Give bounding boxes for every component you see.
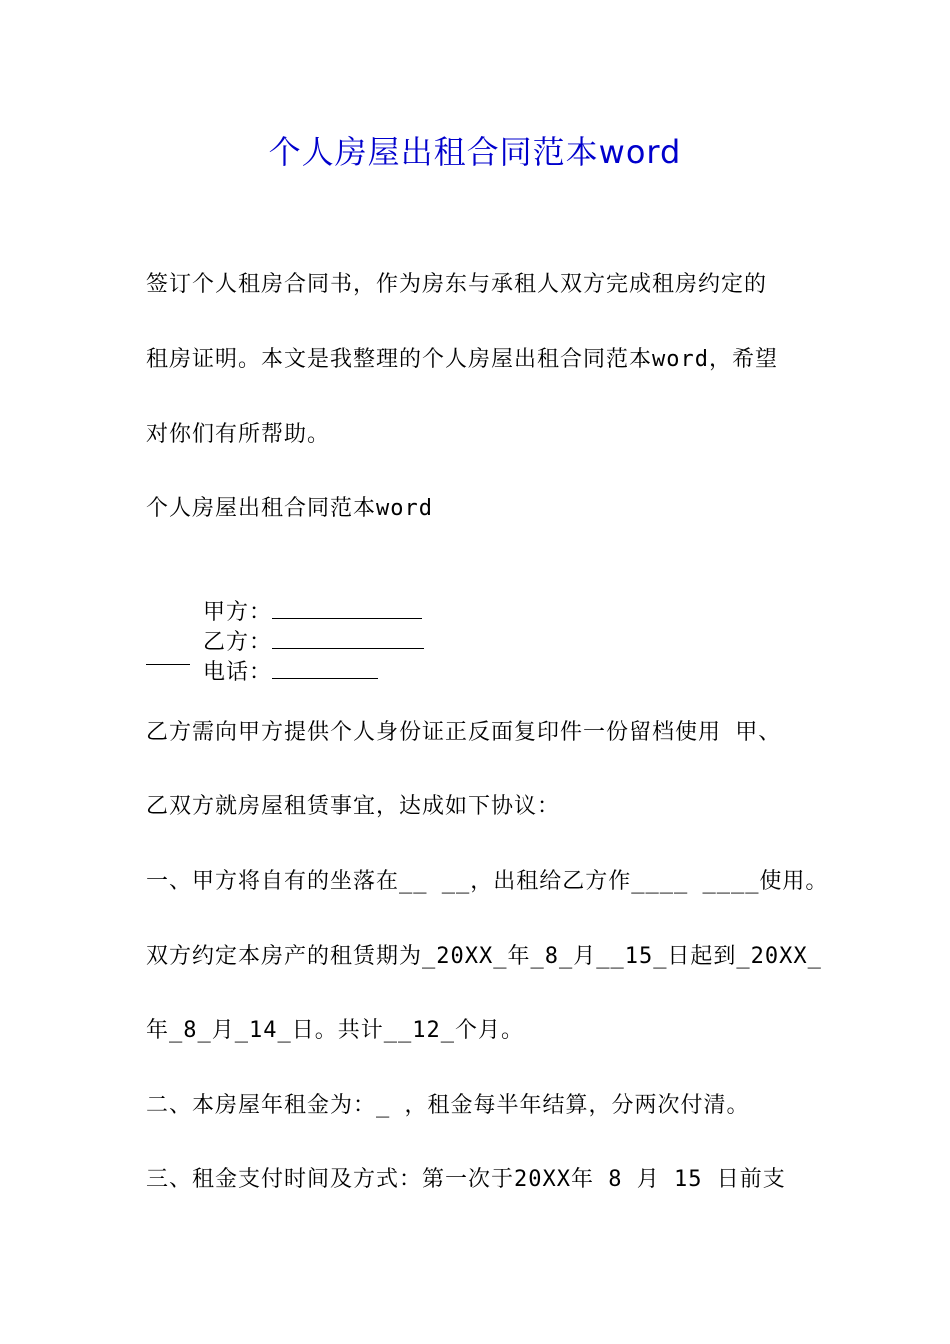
party-a-blank: [272, 600, 422, 619]
clause-2-line: 二、本房屋年租金为：_ ，租金每半年结算，分两次付清。: [146, 1093, 750, 1118]
section-heading: 个人房屋出租合同范本word: [146, 496, 433, 521]
party-a-label: 甲方：: [202, 600, 272, 625]
phone-blank-continued: [146, 644, 826, 674]
intro-line-1: 签订个人租房合同书，作为房东与承租人双方完成租房约定的: [146, 272, 768, 297]
clause-1-line: 一、甲方将自有的坐落在__ __，出租给乙方作____ ____使用。: [146, 869, 829, 894]
parties-line: [146, 568, 826, 718]
body-line-1: 乙方需向甲方提供个人身份证正反面复印件一份留档使用 甲、: [146, 720, 782, 745]
intro-line-2: 租房证明。本文是我整理的个人房屋出租合同范本word，希望: [146, 347, 778, 372]
body-line-2: 乙双方就房屋租赁事宜，达成如下协议：: [146, 794, 561, 819]
lease-term-line-2: 年_8_月_14_日。共计__12_个月。: [146, 1018, 524, 1043]
intro-line-3: 对你们有所帮助。: [146, 422, 331, 447]
lease-term-line-1: 双方约定本房产的租赁期为_20XX_年_8_月__15_日起到_20XX_: [146, 944, 822, 969]
phone-label: 电话：: [202, 660, 272, 685]
clause-3-line: 三、租金支付时间及方式：第一次于20XX年 8 月 15 日前支: [146, 1167, 786, 1192]
phone-blank-tail: [146, 646, 190, 665]
document-title: 个人房屋出租合同范本word: [268, 133, 682, 171]
party-b-label: 乙方：: [202, 630, 272, 655]
